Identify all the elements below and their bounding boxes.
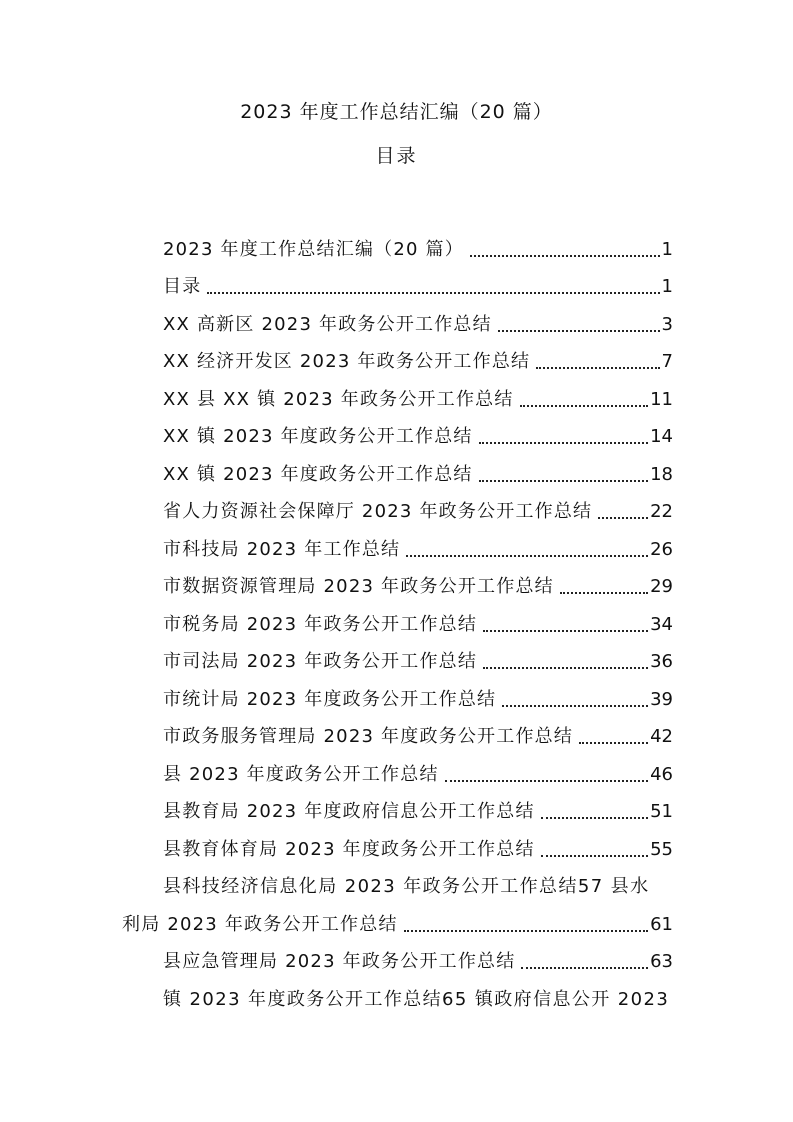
toc-entry-title: 省人力资源社会保障厅 2023 年政务公开工作总结 (163, 501, 593, 522)
toc-entry-title: 县 2023 年度政务公开工作总结 (163, 764, 439, 785)
toc-entry-title: 市数据资源管理局 2023 年政务公开工作总结 (163, 576, 554, 597)
toc-entry-title: XX 县 XX 镇 2023 年政务公开工作总结 (163, 389, 514, 410)
toc-page-number: 3 (661, 314, 673, 335)
dot-leader (445, 780, 648, 782)
toc-page-number: 34 (650, 614, 673, 635)
dot-leader (560, 592, 648, 594)
dot-leader (502, 705, 648, 707)
toc-page-number: 18 (650, 464, 673, 485)
toc-page-number: 61 (650, 914, 673, 935)
toc-heading: 目录 (375, 145, 418, 167)
document-title: 2023 年度工作总结汇编（20 篇） (240, 101, 553, 123)
toc-page-number: 1 (661, 239, 673, 260)
toc-entry[interactable] (163, 305, 673, 337)
toc-page-number: 14 (650, 426, 673, 447)
toc-page-number: 46 (650, 764, 673, 785)
dot-leader (498, 330, 660, 332)
toc-entry-title: 镇 2023 年度政务公开工作总结65 镇政府信息公开 2023 (163, 989, 670, 1010)
toc-entry-title: 市司法局 2023 年政务公开工作总结 (163, 651, 478, 672)
toc-entry-title: 市科技局 2023 年工作总结 (163, 539, 401, 560)
toc-entry-title: XX 镇 2023 年度政务公开工作总结 (163, 426, 473, 447)
toc-entry[interactable] (163, 980, 673, 1012)
toc-page-number: 42 (650, 726, 673, 747)
toc-entry[interactable] (163, 942, 673, 974)
toc-entry[interactable] (163, 717, 673, 749)
toc-page-number: 29 (650, 576, 673, 597)
toc-entry-title: 县科技经济信息化局 2023 年政务公开工作总结57 县水 (163, 876, 650, 897)
dot-leader (479, 480, 648, 482)
toc-entry[interactable] (163, 230, 673, 262)
dot-leader (479, 442, 648, 444)
toc-entry[interactable] (163, 380, 673, 412)
dot-leader (541, 855, 648, 857)
toc-entry-title: XX 经济开发区 2023 年政务公开工作总结 (163, 351, 531, 372)
toc-entry-title: 目录 (163, 276, 202, 297)
toc-entry[interactable] (163, 567, 673, 599)
dot-leader (541, 817, 648, 819)
toc-page-number: 7 (661, 351, 673, 372)
dot-leader (483, 667, 648, 669)
toc-entry[interactable] (163, 642, 673, 674)
toc-page-number: 11 (650, 389, 673, 410)
toc-entry[interactable] (163, 867, 673, 899)
dot-leader (406, 555, 648, 557)
toc-entry[interactable] (163, 830, 673, 862)
dot-leader (483, 630, 648, 632)
toc-entry-title: 市政务服务管理局 2023 年度政务公开工作总结 (163, 726, 574, 747)
toc-entry-title: 2023 年度工作总结汇编（20 篇） (163, 239, 464, 260)
toc-entry-title: 市税务局 2023 年政务公开工作总结 (163, 614, 478, 635)
toc-page-number: 39 (650, 689, 673, 710)
toc-entry-title: 市统计局 2023 年度政务公开工作总结 (163, 689, 497, 710)
dot-leader (470, 255, 660, 257)
dot-leader (536, 367, 659, 369)
toc-page-number: 36 (650, 651, 673, 672)
toc-entry-title: 县教育局 2023 年度政府信息公开工作总结 (163, 801, 535, 822)
toc-entry[interactable] (163, 455, 673, 487)
toc-entry[interactable] (163, 792, 673, 824)
toc-entry-title: XX 高新区 2023 年政务公开工作总结 (163, 314, 492, 335)
toc-entry-title: 县教育体育局 2023 年度政务公开工作总结 (163, 839, 535, 860)
toc-entry[interactable] (163, 530, 673, 562)
toc-entry[interactable] (163, 342, 673, 374)
toc-page-number: 1 (661, 276, 673, 297)
toc-entry[interactable] (163, 605, 673, 637)
toc-entry[interactable] (163, 267, 673, 299)
toc-page-number: 51 (650, 801, 673, 822)
toc-page-number: 55 (650, 839, 673, 860)
dot-leader (207, 292, 659, 294)
toc-entry[interactable] (163, 680, 673, 712)
dot-leader (404, 930, 648, 932)
dot-leader (521, 967, 648, 969)
toc-entry-title: 利局 2023 年政务公开工作总结 (122, 914, 398, 935)
toc-entry[interactable] (122, 905, 673, 937)
toc-entry[interactable] (163, 755, 673, 787)
toc-entry[interactable] (163, 492, 673, 524)
dot-leader (520, 405, 649, 407)
toc-entry-title: 县应急管理局 2023 年政务公开工作总结 (163, 951, 516, 972)
toc-entry[interactable] (163, 417, 673, 449)
toc-page-number: 63 (650, 951, 673, 972)
toc-page-number: 22 (650, 501, 673, 522)
toc-entry-title: XX 镇 2023 年度政务公开工作总结 (163, 464, 473, 485)
dot-leader (598, 517, 648, 519)
toc-page-number: 26 (650, 539, 673, 560)
dot-leader (579, 742, 648, 744)
